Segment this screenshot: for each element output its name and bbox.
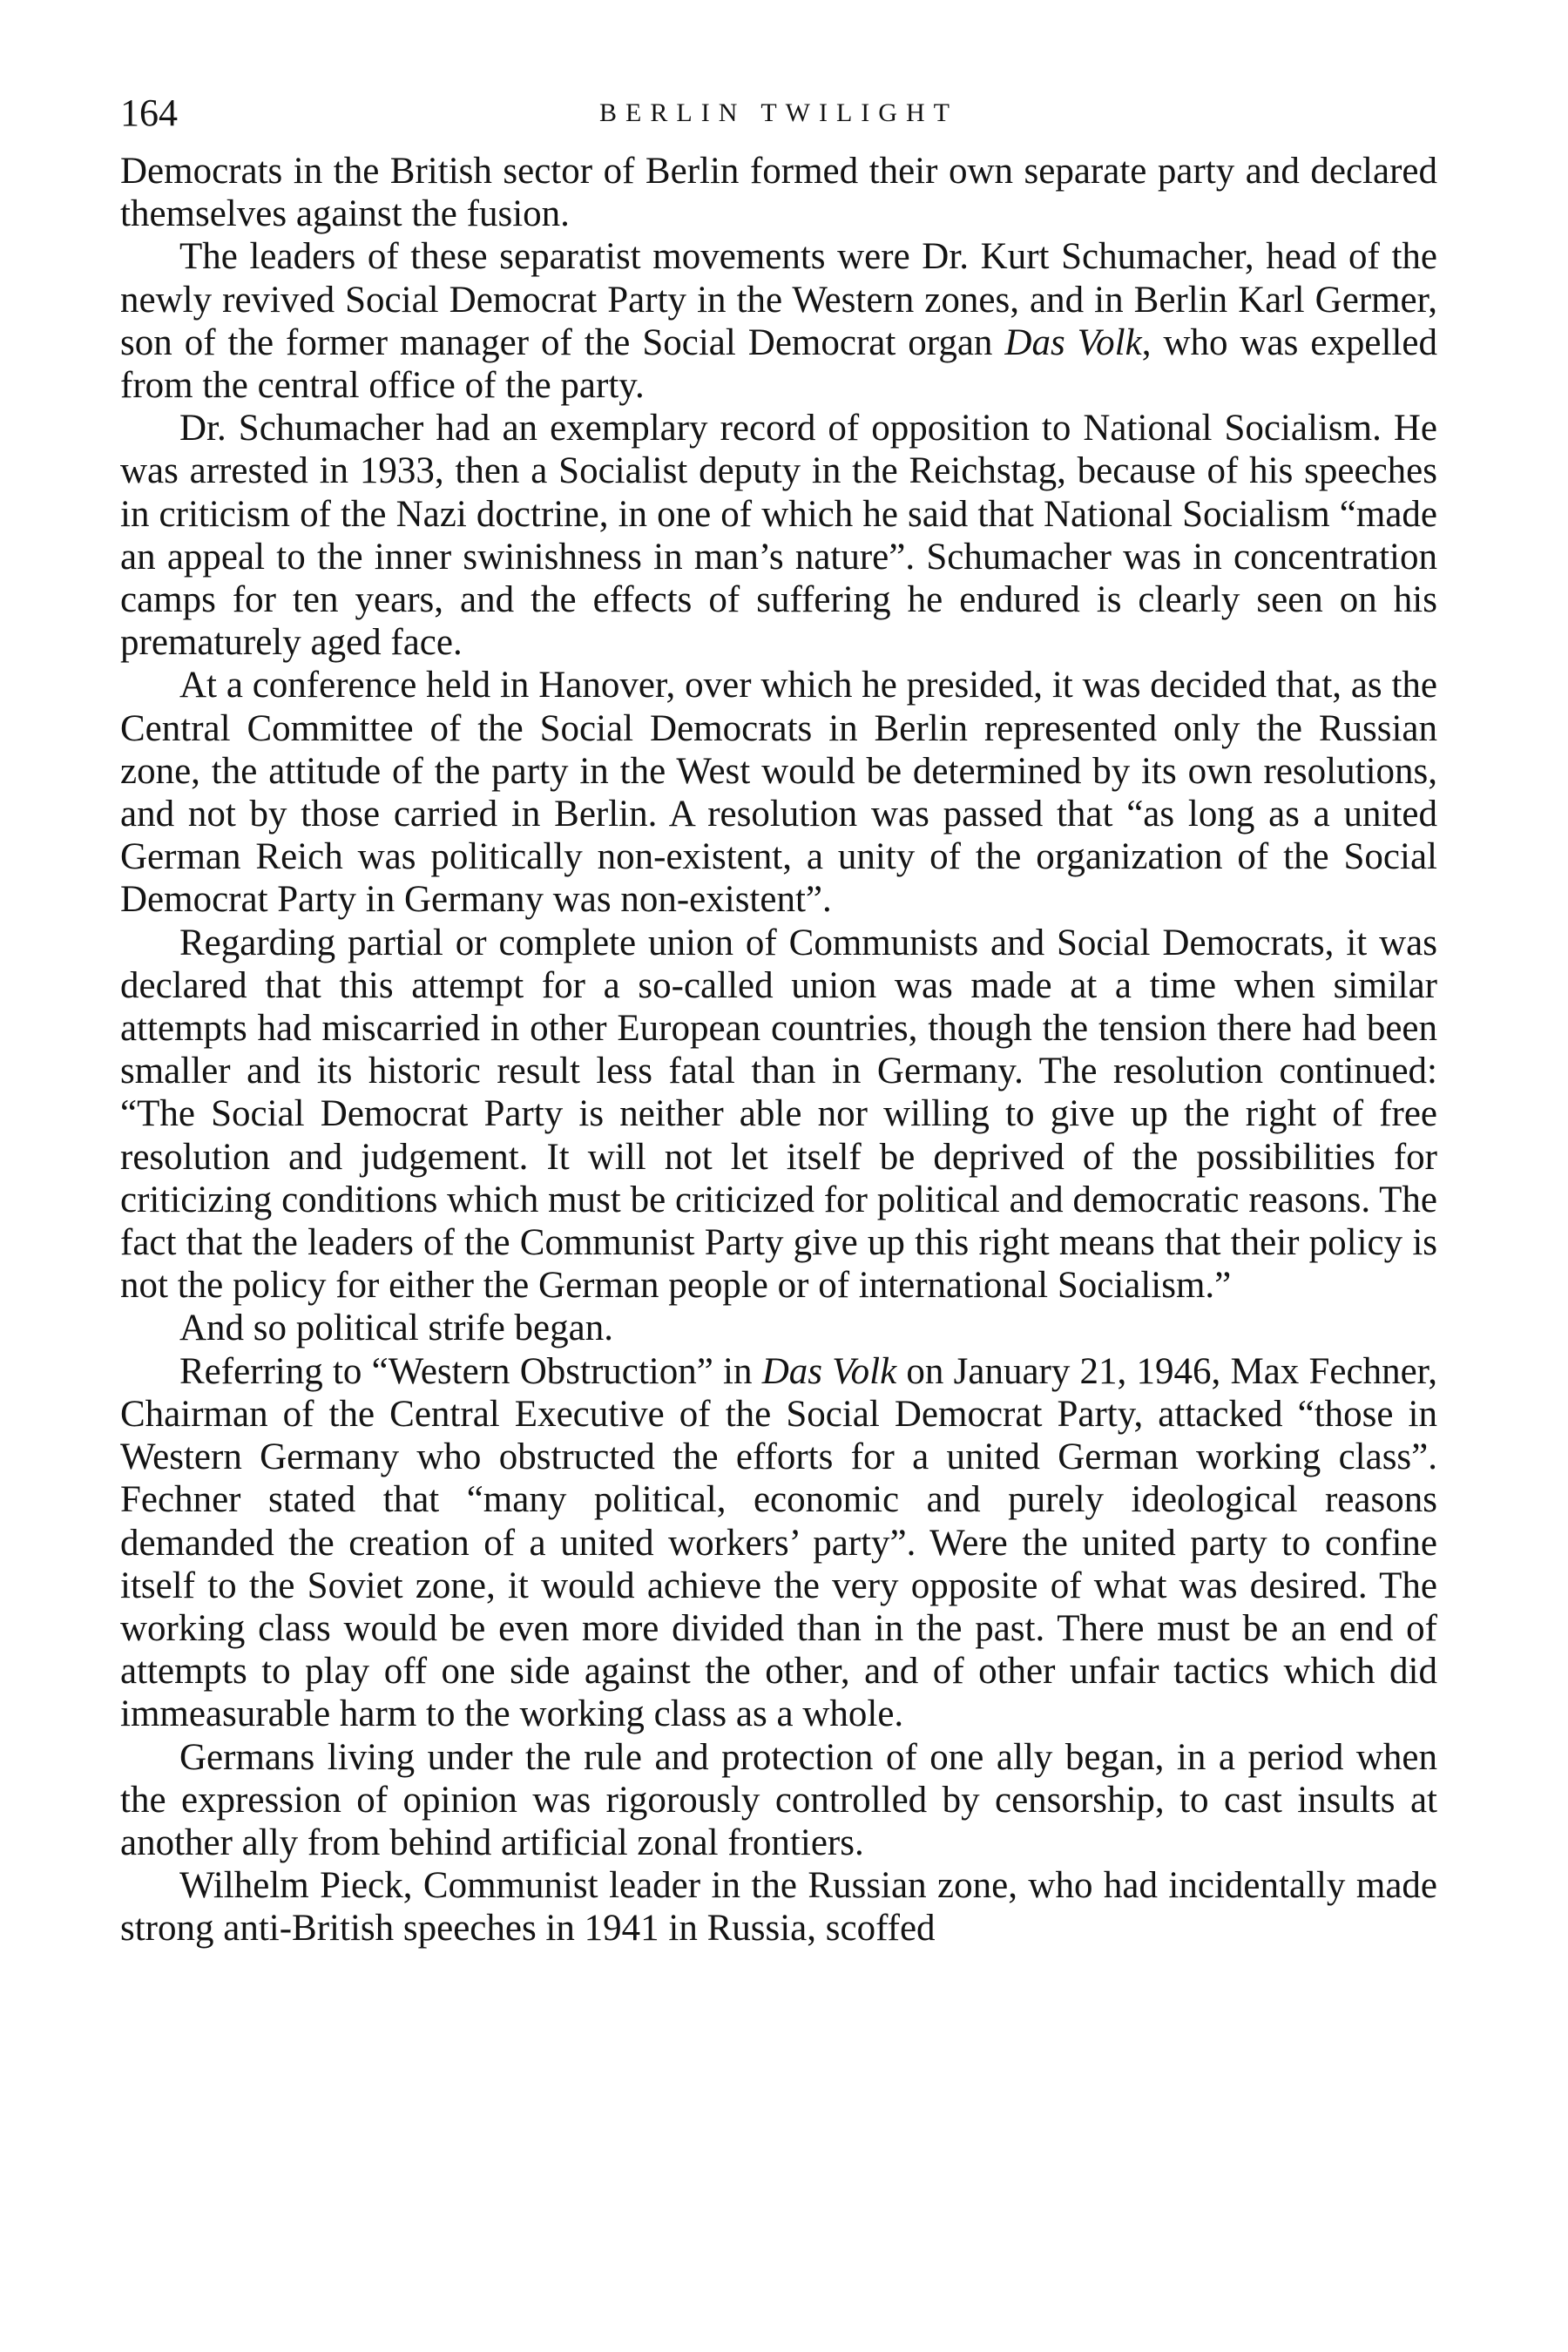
body-text [120, 150, 1437, 1950]
paragraph-political-strife: And so political strife began. [179, 1308, 613, 1349]
paragraph-wilhelm-pieck: Wilhelm Pieck, Communist leader in the Russian zone, who had incidentally made strong anti-British speeches in 1941 in Russia, scoffed [120, 1865, 1437, 1950]
paragraph-schumacher-record: Dr. Schumacher had an exemplary record of opposition to National Socialism. He was arrested in 1933, then a Socialist deputy in the Reichstag, because of his speeches in criticism of the Nazi doctrine, in one of which he said that National Socialism “made an appeal to the inner swinishness in man’s nature”. Schumacher was in concentration camps for ten years, and the effects of suffering he endured is clearly seen on his prematurely aged face. [120, 408, 1437, 664]
paragraph-separatist-leaders: The leaders of these separatist movements were Dr. Kurt Schumacher, head of the newly revived Social Democrat Party in the Western zones, and in Berlin Karl Germer, son of the former manager of the Social Democrat organ Das Volk, who was expelled from the central office of the party. [120, 236, 1437, 407]
running-head [120, 87, 1437, 139]
book-title: BERLIN TWILIGHT [599, 98, 958, 127]
paragraph-hanover-conference: At a conference held in Hanover, over which he presided, it was decided that, as the Central Committee of the Social Democrats in Berlin represented only the Russian zone, the attitude of the party in the West would be determined by its own resolutions, and not by those carried in Berlin. A resolution was passed that “as long as a united German Reich was politically non-existent, a unity of the organization of the Social Democrat Party in Germany was non-existent”. [120, 665, 1437, 921]
paragraph-western-obstruction: Referring to “Western Obstruction” in Das Volk on January 21, 1946, Max Fechner, Chairman of the Central Executive of the Social Democrat Party, attacked “those in Western Germany who obstructed the efforts for a united German working class”. Fechner stated that “many political, economic and purely ideological reasons demanded the creation of a united workers’ party”. Were the united party to confine itself to the Soviet zone, it would achieve the very opposite of what was desired. The working class would be even more divided than in the past. There must be an end of attempts to play off one side against the other, and of other unfair tactics which did immeasurable harm to the working class as a whole. [120, 1350, 1437, 1735]
page-number: 164 [120, 91, 178, 134]
paragraph-union-resolution: Regarding partial or complete union of Communists and Social Democrats, it was declared that this attempt for a so-called union was made at a time when similar attempts had miscarried in other European countries, though the tension there had been smaller and its historic result less fatal than in Germany. The resolution continued: “The Social Democrat Party is neither able nor willing to give up the right of free resolution and judgement. It will not let itself be deprived of the possibilities for criticizing conditions which must be criticized for political and democratic reasons. The fact that the leaders of the Communist Party give up this right means that their policy is not the policy for either the German people or of international Socialism.” [120, 922, 1437, 1307]
paragraph-germans-insults: Germans living under the rule and protection of one ally began, in a period when the expression of opinion was rigorously controlled by censorship, to cast insults at another ally from behind artificial zonal frontiers. [120, 1736, 1437, 1863]
paragraph-continued: Democrats in the British sector of Berlin formed their own separate party and declared themselves against the fusion. [120, 151, 1437, 235]
